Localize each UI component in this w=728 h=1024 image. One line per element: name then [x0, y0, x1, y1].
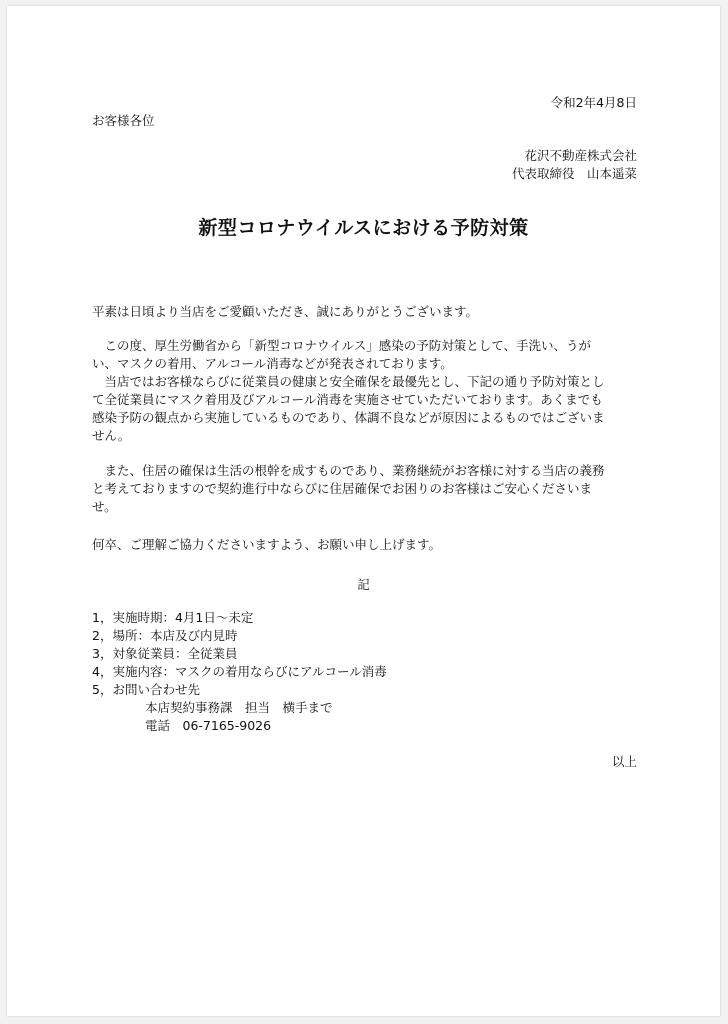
paragraph1-line: この度、厚生労働省から「新型コロナウイルス」感染の予防対策として、手洗い、うが	[92, 338, 592, 353]
closing-request: 何卒、ご理解ご協力くださいますよう、お願い申し上げます。	[92, 537, 442, 552]
document-title: 新型コロナウイルスにおける予防対策	[198, 217, 529, 239]
paragraph1-line: 当店ではお客様ならびに従業員の健康と安全確保を最優先とし、下記の通り予防対策とし	[92, 374, 605, 389]
list-item: 5，お問い合わせ先	[92, 682, 200, 697]
company-name: 花沢不動産株式会社	[524, 148, 637, 163]
document-date: 令和2年4月8日	[550, 95, 637, 110]
paragraph1-line: て全従業員にマスク着用及びアルコール消毒を実施させていただいております。あくまでも	[92, 392, 603, 407]
representative: 代表取締役 山本遥菜	[511, 166, 637, 181]
contact-phone: 電話 06-7165-9026	[145, 718, 272, 733]
document-page	[7, 6, 720, 1016]
list-item: 3，対象従業員：全従業員	[92, 646, 238, 661]
paragraph1-line: せん。	[92, 428, 131, 443]
paragraph1-line: い、マスクの着用、アルコール消毒などが発表されております。	[92, 356, 453, 371]
paragraph1-line: 感染予防の観点から実施しているものであり、体調不良などが原因によるものではございま	[92, 410, 605, 425]
list-item: 2，場所：本店及び内見時	[92, 628, 238, 643]
list-item: 1，実施時期：4月1日～未定	[92, 610, 254, 625]
ki-heading: 記	[357, 577, 370, 592]
paragraph2-line: せ。	[92, 499, 117, 514]
end-mark: 以上	[611, 754, 637, 769]
recipient: お客様各位	[92, 113, 155, 128]
paragraph2-line: と考えておりますので契約進行中ならびに住居確保でお困りのお客様はご安心くださいま	[92, 481, 593, 496]
contact-department: 本店契約事務課 担当 横手まで	[145, 700, 333, 715]
list-item: 4，実施内容：マスクの着用ならびにアルコール消毒	[92, 664, 387, 679]
greeting: 平素は日頃より当店をご愛顧いただき、誠にありがとうございます。	[92, 304, 479, 319]
paragraph2-line: また、住居の確保は生活の根幹を成すものであり、業務継続がお客様に対する当店の義務	[92, 463, 605, 478]
